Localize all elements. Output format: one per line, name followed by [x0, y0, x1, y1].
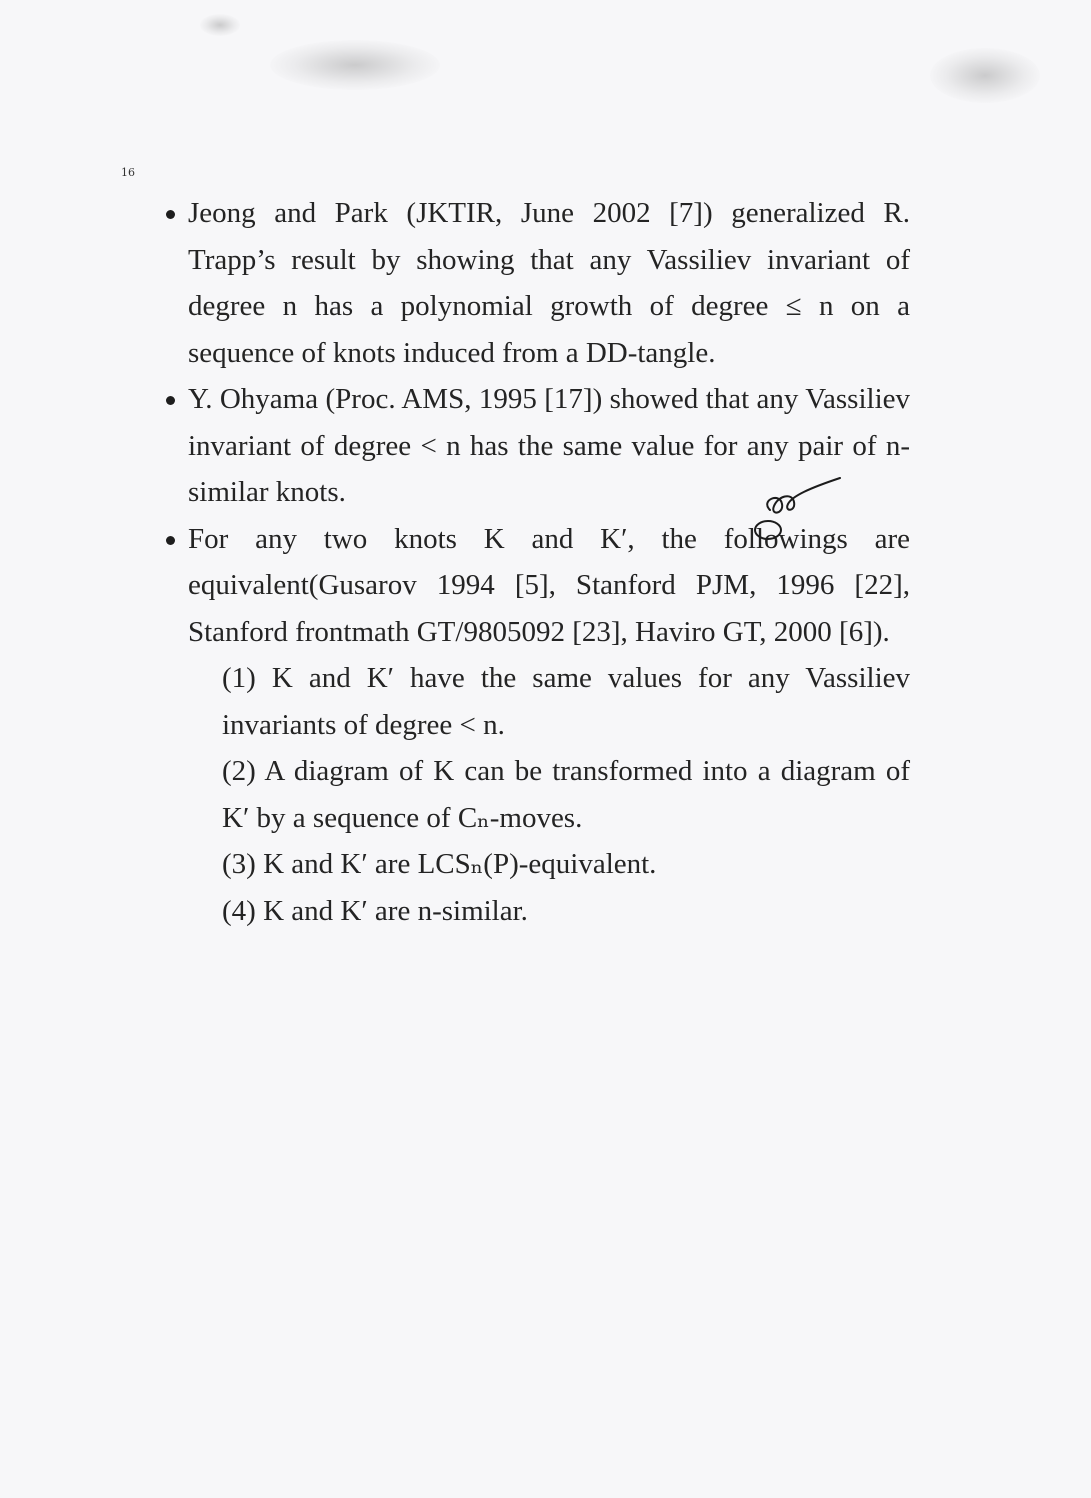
- bullet-text: Jeong and Park (JKTIR, June 2002 [7]) generalized R. Trapp’s result by showing that any Vassiliev invariant of degree n has a polynomial growth of degree ≤ n on a sequence of knots induced from a DD-tangle.: [188, 197, 910, 369]
- bullet-item: [160, 516, 910, 935]
- condition-list: [188, 655, 910, 934]
- bullet-text: For any two knots K and K′, the followings are equivalent(Gusarov 1994 [5], Stanford PJM, 1996 [22], Stanford frontmath GT/9805092 [23], Haviro GT, 2000 [6]).: [188, 522, 910, 648]
- condition-item: (3) K and K′ are LCSₙ(P)-equivalent.: [222, 848, 657, 880]
- scan-speckle: [200, 14, 240, 36]
- page-number: 16: [121, 166, 135, 179]
- bullet-icon: [166, 536, 175, 545]
- condition-item: (2) A diagram of K can be transformed into a diagram of K′ by a sequence of Cₙ-moves.: [222, 755, 910, 834]
- scan-speckle: [270, 40, 440, 90]
- bullet-text: Y. Ohyama (Proc. AMS, 1995 [17]) showed that any Vassiliev invariant of degree < n has the same value for any pair of n-similar knots.: [188, 383, 910, 508]
- bullet-item: [160, 190, 910, 376]
- document-body: [160, 190, 910, 934]
- condition-item: (1) K and K′ have the same values for any Vassiliev invariants of degree < n.: [222, 662, 910, 741]
- handwritten-mark-icon: [740, 470, 850, 540]
- bullet-icon: [166, 210, 175, 219]
- bullet-icon: [166, 396, 175, 405]
- scan-speckle: [930, 48, 1040, 103]
- condition-item: (4) K and K′ are n-similar.: [222, 894, 528, 927]
